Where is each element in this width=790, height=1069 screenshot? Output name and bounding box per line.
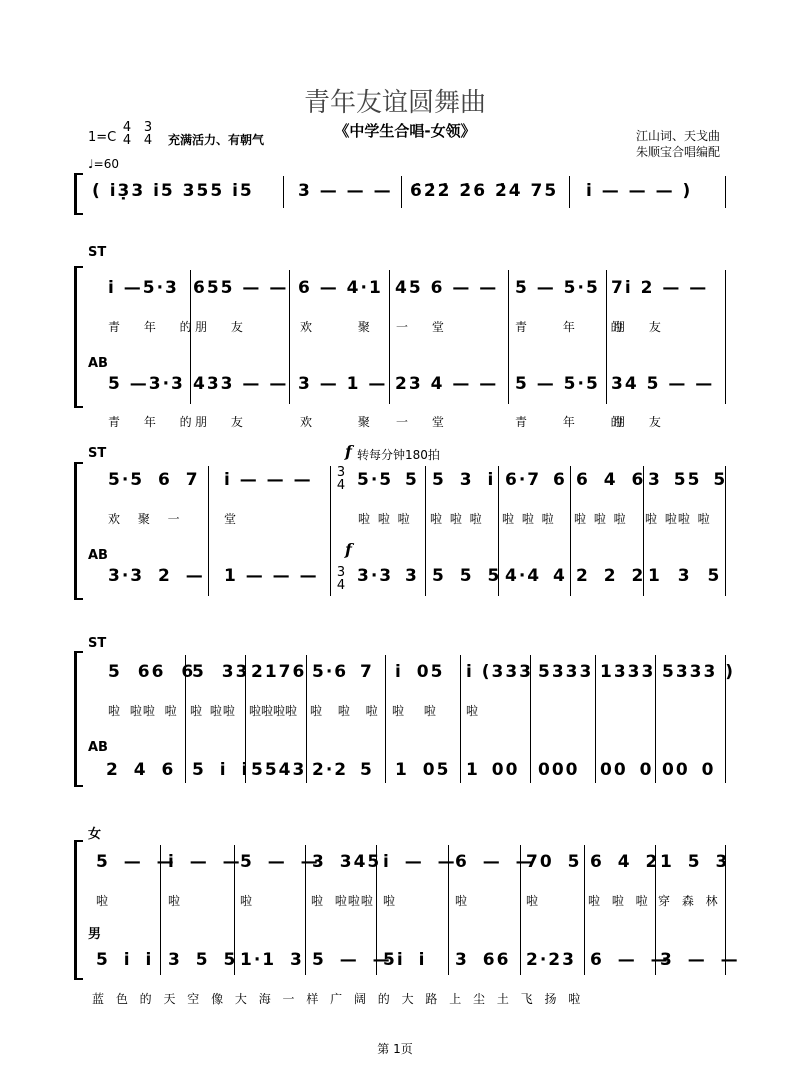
measure: 4·4 4 (505, 566, 567, 586)
measure: 7i 2 — — (611, 278, 709, 298)
measure: 2 4 6 (106, 760, 176, 780)
system-bracket (74, 266, 83, 408)
lyric: 啦啦啦啦 (249, 704, 298, 718)
measure: 3 345 (312, 852, 382, 872)
measure: 2176 (251, 662, 307, 682)
measure: 5 66 6 (108, 662, 196, 682)
barline (725, 270, 726, 404)
voice-label-st: ST (88, 245, 107, 260)
measure: 45 6 — — (395, 278, 499, 298)
barline (606, 270, 607, 404)
key-signature: 1=C (88, 130, 117, 145)
voice-label-ab: AB (88, 356, 108, 371)
measure: 34 5 — — (611, 374, 715, 394)
measure: 3 55 5 (648, 470, 728, 490)
measure: 1 3 5 (648, 566, 722, 586)
measure: 5 — 5·5 (515, 374, 600, 394)
barline (289, 270, 290, 404)
lyric: 啦 啦啦啦 (311, 894, 374, 908)
credits (600, 128, 720, 160)
measure: 6 4 6 (576, 470, 646, 490)
system-bracket (74, 651, 83, 787)
credit-arranger: 朱顺宝合唱编配 (635, 145, 720, 159)
measure: 2·2 5 (312, 760, 374, 780)
barline (508, 270, 509, 404)
lyric: 啦 (96, 894, 110, 908)
measure: 3 66 (455, 950, 511, 970)
measure: 3·3 2 — (108, 566, 205, 586)
measure: ( i3̣3 i5 355 i5 (92, 181, 254, 201)
barline (460, 655, 461, 783)
barline (190, 270, 191, 404)
measure: 3 — 1 — (298, 374, 388, 394)
barline (385, 655, 386, 783)
measure: i — — (383, 852, 457, 872)
time-signature-3-4: 3 4 (336, 465, 346, 493)
lyric: 啦 啦 啦 (588, 894, 649, 908)
time-signature-3-4: 3 4 (336, 565, 346, 593)
voice-label-ab: AB (88, 548, 108, 563)
lyric: 啦 (240, 894, 254, 908)
measure: 1333 (600, 662, 656, 682)
lyric: 一 堂 (396, 415, 445, 429)
lyric: 啦 啦 啦 (430, 512, 483, 526)
measure: 1 — — — (224, 566, 319, 586)
measure: 6·7 6 (505, 470, 567, 490)
page-number: 第 1页 (377, 1042, 413, 1056)
measure: 6 — — (455, 852, 535, 872)
lyric: 啦 啦啦 (190, 704, 236, 718)
voice-label-st: ST (88, 446, 107, 461)
barline (584, 845, 585, 975)
measure: i — — — (224, 470, 313, 490)
lyric: 欢 聚 (300, 415, 371, 429)
measure: 433 — — (193, 374, 289, 394)
measure: 1 05 (395, 760, 451, 780)
barline (283, 176, 284, 208)
measure: 3 5 5 (168, 950, 238, 970)
measure: i — — — ) (586, 181, 693, 201)
measure: 3 — — (660, 950, 740, 970)
lyric: 朋 友 (613, 415, 662, 429)
measure: 5 — — (240, 852, 320, 872)
voice-label-st: ST (88, 636, 107, 651)
lyric: 啦 (466, 704, 480, 718)
measure: 5333 ) (662, 662, 736, 682)
lyric: 欢 聚 (300, 320, 371, 334)
measure: 6̇2̇2̇ 2̇6 2̇4 75 (410, 181, 559, 201)
measure: 00 0 (662, 760, 716, 780)
lyric: 啦 啦 啦 (574, 512, 627, 526)
measure: 3·3 3 (357, 566, 419, 586)
measure: 5i i (383, 950, 427, 970)
lyric: 朋 友 (195, 320, 244, 334)
barline (401, 176, 402, 208)
song-subtitle: 《中学生合唱-女领》 (334, 122, 476, 140)
lyric: 一 堂 (396, 320, 445, 334)
measure: 1 00 (466, 760, 520, 780)
lyric: 青 年 的 (515, 320, 624, 334)
measure: 2 2 2 (576, 566, 646, 586)
lyric: 啦 啦 啦 (502, 512, 555, 526)
measure: 5 — — (312, 950, 392, 970)
measure: i —5·3 (108, 278, 179, 298)
time-signature-4-4: 4 4 (122, 120, 132, 148)
measure: 655 — — (193, 278, 289, 298)
measure: 6 — — (590, 950, 670, 970)
measure: 5 —3·3 (108, 374, 185, 394)
measure: 5 5 5 (432, 566, 502, 586)
time-signature-3-4: 3 4 (143, 120, 153, 148)
measure: 5333 (538, 662, 594, 682)
measure: 5·6 7 (312, 662, 374, 682)
measure: 00 0 (600, 760, 654, 780)
barline (330, 466, 331, 596)
barline (208, 466, 209, 596)
lyric: 啦 (455, 894, 469, 908)
lyric: 青 年 的 (108, 320, 193, 334)
measure: 5 i i (96, 950, 154, 970)
system-bracket (74, 173, 83, 215)
barline (595, 655, 596, 783)
tempo-change: 转每分钟180拍 (357, 448, 440, 462)
lyric: 啦 啦啦 啦 (645, 512, 711, 526)
lyric: 朋 友 (613, 320, 662, 334)
measure: i — — (168, 852, 242, 872)
measure: 1·1 3 (240, 950, 304, 970)
measure: 3 — — — (298, 181, 393, 201)
measure: 5·5 5 (357, 470, 419, 490)
measure: i 05 (395, 662, 445, 682)
dynamic-forte: f (345, 540, 352, 559)
lyric: 啦 啦 (392, 704, 437, 718)
lyric-line: 蓝 色 的 天 空 像 大 海 一 样 广 阔 的 大 路 上 尘 土 飞 扬 啦 (92, 992, 583, 1006)
measure: 5 i i (192, 760, 250, 780)
lyric: 啦 啦 啦 (310, 704, 379, 718)
voice-label-female: 女 (88, 827, 102, 842)
lyric: 青 年 的 (515, 415, 624, 429)
voice-label-ab: AB (88, 740, 108, 755)
lyric: 啦 (383, 894, 397, 908)
measure: 6 4 2 (590, 852, 660, 872)
lyric: 啦 啦啦 啦 (108, 704, 178, 718)
lyric: 欢 聚 一 (108, 512, 181, 526)
lyric: 堂 (224, 512, 238, 526)
dynamic-forte: f (345, 442, 352, 461)
voice-label-male: 男 (88, 927, 102, 942)
measure: 70 5 (526, 852, 582, 872)
lyric: 青 年 的 (108, 415, 193, 429)
lyric: 穿 森 林 (658, 894, 719, 908)
barline (569, 176, 570, 208)
measure: 6 — 4·1 (298, 278, 383, 298)
barline (725, 176, 726, 208)
measure: 2·23 (526, 950, 576, 970)
system-bracket (74, 462, 83, 600)
barline (389, 270, 390, 404)
lyric: 啦 (168, 894, 182, 908)
measure: 5 3 i (432, 470, 496, 490)
measure: 1 5 3 (660, 852, 730, 872)
measure: 5 — — (96, 852, 176, 872)
expression-marking: 充满活力、有朝气 (168, 133, 265, 147)
credit-composer: 江山词、天戈曲 (635, 129, 720, 143)
barline (425, 466, 426, 596)
lyric: 啦 (526, 894, 540, 908)
system-bracket (74, 840, 83, 980)
lyric: 啦 啦 啦 (358, 512, 411, 526)
measure: 5 — 5·5 (515, 278, 600, 298)
tempo-marking: ♩=60 (88, 157, 119, 171)
measure: 23 4 — — (395, 374, 499, 394)
measure: 000 (538, 760, 580, 780)
barline (570, 466, 571, 596)
measure: 5 33 (192, 662, 250, 682)
lyric: 朋 友 (195, 415, 244, 429)
measure: 5543 (251, 760, 307, 780)
song-title: 青年友谊圆舞曲 (303, 88, 486, 118)
measure: 5·5 6 7 (108, 470, 200, 490)
measure: i (333 (466, 662, 534, 682)
